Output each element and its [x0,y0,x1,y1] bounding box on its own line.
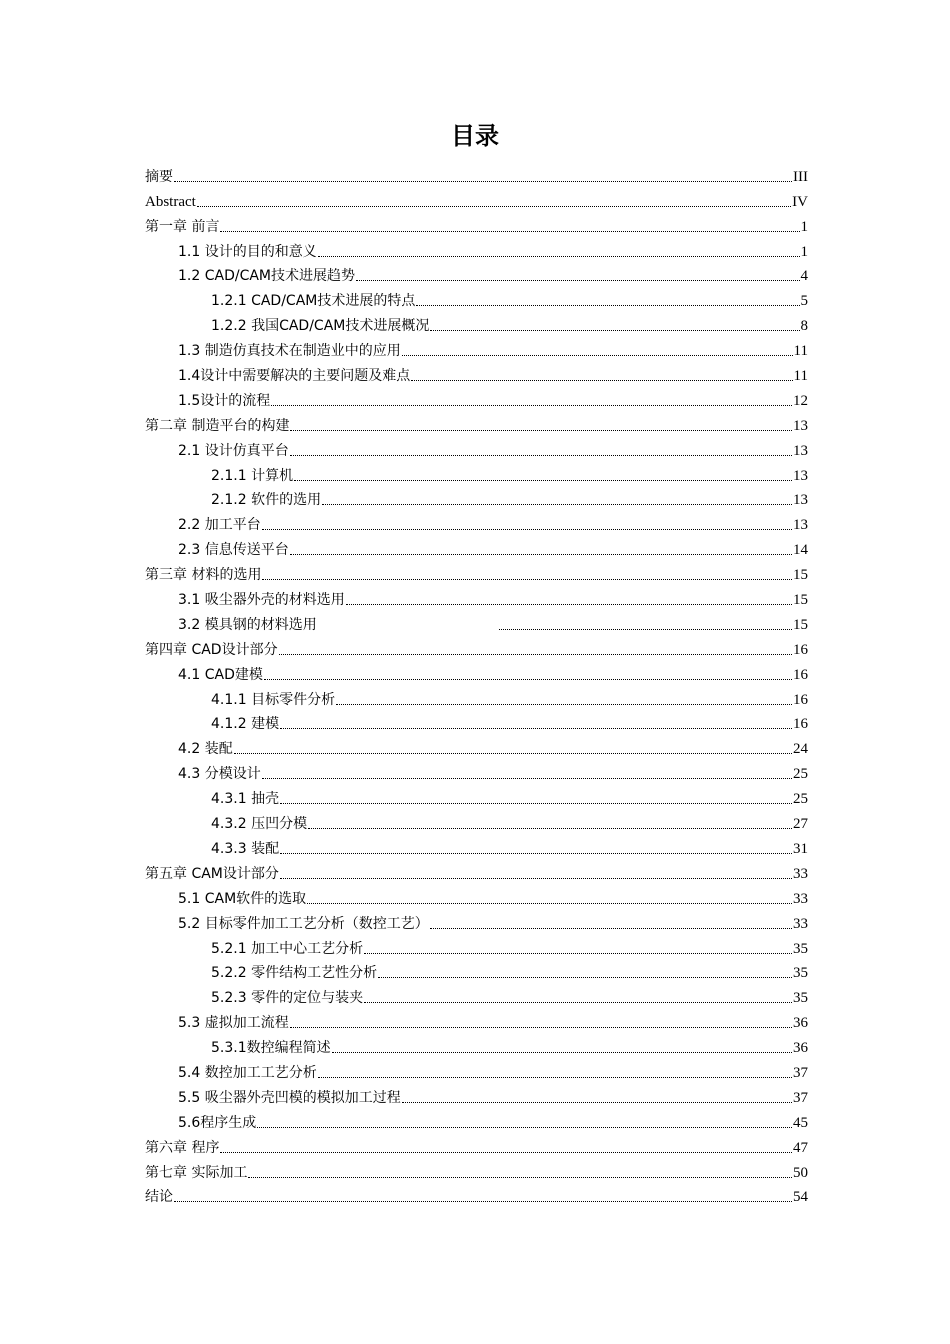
toc-dot-leader [262,579,792,580]
toc-dot-leader [262,529,792,530]
toc-entry-page-number: 47 [793,1139,808,1156]
toc-entry[interactable] [145,1132,808,1157]
toc-dot-leader [322,504,792,505]
toc-entry-label: 2.2 加工平台 [178,517,261,534]
toc-entry-label: 2.1 设计仿真平台 [178,442,289,459]
toc-entry[interactable] [145,709,808,734]
toc-dot-leader [279,654,792,655]
toc-entry[interactable] [145,783,808,808]
toc-entry-label: 第二章 制造平台的构建 [145,417,290,434]
toc-entry-label: 第五章 CAM设计部分 [145,865,279,882]
toc-dot-leader [294,480,792,481]
toc-dot-leader [174,181,792,182]
toc-entry[interactable] [145,410,808,435]
toc-entry-page-number: 5 [800,293,808,310]
toc-entry-page-number: 13 [793,442,808,459]
toc-entry-label: 4.2 装配 [178,741,233,758]
toc-entry-label: 4.1 CAD建模 [178,666,263,683]
toc-entry[interactable] [145,659,808,684]
toc-entry[interactable] [145,1182,808,1207]
toc-entry-label: 5.3.1数控编程简述 [211,1040,331,1057]
toc-entry-page-number: 33 [793,865,808,882]
toc-entry-label: 5.4 数控加工工艺分析 [178,1064,317,1081]
toc-entry-page-number: 13 [793,517,808,534]
toc-entry-label: 1.2 CAD/CAM技术进展趋势 [178,268,355,285]
toc-dot-leader [262,778,792,779]
toc-entry-label: 5.2 目标零件加工工艺分析（数控工艺） [178,915,429,932]
toc-entry[interactable] [145,310,808,335]
toc-entry[interactable] [145,360,808,385]
toc-entry[interactable] [145,435,808,460]
toc-entry[interactable] [145,285,808,310]
toc-dot-leader [257,1127,792,1128]
toc-entry-label: 2.3 信息传送平台 [178,542,289,559]
toc-entry[interactable] [145,833,808,858]
toc-dot-leader [336,704,792,705]
toc-entry[interactable] [145,733,808,758]
toc-entry[interactable] [145,236,808,261]
toc-entry[interactable] [145,908,808,933]
toc-entry-label: 1.2.2 我国CAD/CAM技术进展概况 [211,318,430,335]
toc-entry[interactable] [145,808,808,833]
toc-entry-page-number: 36 [793,1015,808,1032]
toc-entry-label: 1.4设计中需要解决的主要问题及难点 [178,368,411,385]
toc-dot-leader [220,231,799,232]
toc-entry-page-number: 50 [793,1164,808,1181]
toc-entry[interactable] [145,933,808,958]
toc-entry-page-number: 16 [793,716,808,733]
toc-entry-label: 5.2.1 加工中心工艺分析 [211,940,364,957]
toc-entry-page-number: 15 [793,567,808,584]
toc-dot-leader [346,604,792,605]
toc-entry[interactable] [145,1107,808,1132]
toc-entry-label: 4.3.3 装配 [211,840,280,857]
toc-dot-leader [280,728,792,729]
toc-entry-page-number: 33 [793,915,808,932]
toc-dot-leader [290,1027,792,1028]
toc-entry[interactable] [145,1082,808,1107]
toc-dot-leader [234,753,792,754]
toc-entry-page-number: 13 [793,417,808,434]
toc-entry-page-number: 25 [793,791,808,808]
toc-entry-label: 5.1 CAM软件的选取 [178,890,307,907]
toc-entry-label: 1.3 制造仿真技术在制造业中的应用 [178,343,401,360]
toc-entry[interactable] [145,335,808,360]
toc-dot-leader [220,1152,792,1153]
toc-dot-leader [248,1177,792,1178]
toc-entry[interactable] [145,1157,808,1182]
toc-entry-label: 3.1 吸尘器外壳的材料选用 [178,592,345,609]
toc-entry-page-number: 35 [793,940,808,957]
toc-entry-page-number: 11 [793,343,808,360]
toc-entry-page-number: 13 [793,492,808,509]
toc-dot-leader [430,928,792,929]
toc-entry-page-number: 16 [793,666,808,683]
toc-entry[interactable] [145,460,808,485]
toc-entry[interactable] [145,584,808,609]
toc-entry[interactable] [145,211,808,236]
toc-entry-page-number: 16 [793,641,808,658]
toc-entry-page-number: 16 [793,691,808,708]
toc-dot-leader [174,1201,792,1202]
toc-entry-label: 第四章 CAD设计部分 [145,641,278,658]
toc-dot-leader [290,455,792,456]
toc-entry-label: 第三章 材料的选用 [145,567,262,584]
toc-dot-leader [364,1002,792,1003]
toc-entry[interactable] [145,385,808,410]
toc-entry[interactable] [145,186,808,211]
toc-dot-leader [411,380,792,381]
toc-entry-page-number: 35 [793,990,808,1007]
toc-entry-label: 2.1.2 软件的选用 [211,492,322,509]
toc-dot-leader [197,206,791,207]
toc-entry[interactable] [145,858,808,883]
toc-entry-label: 结论 [145,1189,173,1206]
toc-entry-page-number: 25 [793,766,808,783]
toc-entry[interactable] [145,1057,808,1082]
toc-entry-label: 1.1 设计的目的和意义 [178,243,317,260]
toc-entry-page-number: 8 [800,318,808,335]
toc-dot-leader [430,330,799,331]
toc-entry[interactable] [145,758,808,783]
toc-dot-leader [280,853,792,854]
toc-entry-page-number: 35 [793,965,808,982]
toc-entry-page-number: 1 [800,243,808,260]
toc-entry[interactable] [145,958,808,983]
toc-entry-label: 5.6程序生成 [178,1114,257,1131]
toc-entry[interactable] [145,485,808,510]
toc-entry-label: 5.5 吸尘器外壳凹模的模拟加工过程 [178,1089,401,1106]
toc-entry-label: Abstract [145,193,196,210]
toc-dot-leader [402,1102,792,1103]
toc-entry-page-number: 37 [793,1089,808,1106]
toc-entry[interactable] [145,883,808,908]
toc-entry[interactable] [145,609,808,634]
toc-entry-page-number: 13 [793,467,808,484]
toc-dot-leader [280,803,792,804]
toc-entry-page-number: 36 [793,1040,808,1057]
toc-entry-page-number: 1 [800,218,808,235]
toc-entry-label: 第六章 程序 [145,1139,220,1156]
toc-entry-page-number: 27 [793,816,808,833]
toc-entry[interactable] [145,982,808,1007]
toc-dot-leader [280,878,792,879]
toc-entry[interactable] [145,684,808,709]
toc-entry-label: 摘要 [145,168,173,185]
toc-entry[interactable] [145,634,808,659]
toc-dot-leader [290,430,792,431]
toc-entry-label: 4.3 分模设计 [178,766,261,783]
toc-dot-leader [318,1077,792,1078]
toc-entry-label: 4.1.2 建模 [211,716,280,733]
toc-entry-label: 第七章 实际加工 [145,1164,248,1181]
toc-entry-page-number: III [793,168,808,185]
toc-entry-page-number: 15 [793,616,808,633]
toc-entry-page-number: 15 [793,592,808,609]
toc-dot-leader [499,629,792,630]
toc-entry-label: 第一章 前言 [145,218,220,235]
toc-entry-page-number: 11 [793,368,808,385]
table-of-contents [145,161,808,1206]
toc-entry-label: 5.2.3 零件的定位与装夹 [211,990,364,1007]
toc-entry[interactable] [145,1032,808,1057]
toc-dot-leader [308,828,792,829]
toc-entry-label: 4.3.1 抽壳 [211,791,280,808]
toc-entry-label: 1.2.1 CAD/CAM技术进展的特点 [211,293,416,310]
toc-dot-leader [356,280,800,281]
toc-dot-leader [364,953,792,954]
toc-entry[interactable] [145,534,808,559]
toc-dot-leader [378,977,792,978]
toc-entry-page-number: 14 [793,542,808,559]
toc-entry-label: 3.2 模具钢的材料选用 [178,616,317,633]
toc-entry-page-number: 24 [793,741,808,758]
toc-dot-leader [307,903,792,904]
toc-entry-page-number: 37 [793,1064,808,1081]
page-title: 目录 [451,122,499,150]
toc-entry-page-number: 4 [800,268,808,285]
toc-dot-leader [402,355,793,356]
toc-entry[interactable] [145,161,808,186]
toc-dot-leader [290,554,792,555]
toc-entry[interactable] [145,1007,808,1032]
toc-dot-leader [264,679,792,680]
toc-entry-label: 4.3.2 压凹分模 [211,816,308,833]
toc-entry-label: 1.5设计的流程 [178,392,271,409]
toc-entry-page-number: 45 [793,1114,808,1131]
toc-entry-label: 4.1.1 目标零件分析 [211,691,336,708]
toc-entry-page-number: 12 [793,392,808,409]
toc-entry-label: 2.1.1 计算机 [211,467,294,484]
toc-entry[interactable] [145,509,808,534]
toc-entry-page-number: IV [792,193,808,210]
toc-entry-page-number: 33 [793,890,808,907]
toc-entry[interactable] [145,559,808,584]
toc-entry-label: 5.2.2 零件结构工艺性分析 [211,965,378,982]
toc-entry-page-number: 31 [793,840,808,857]
toc-dot-leader [332,1052,792,1053]
toc-entry-label: 5.3 虚拟加工流程 [178,1015,289,1032]
toc-entry-page-number: 54 [793,1189,808,1206]
toc-entry[interactable] [145,261,808,286]
toc-dot-leader [318,256,800,257]
toc-dot-leader [416,305,799,306]
toc-dot-leader [271,405,792,406]
